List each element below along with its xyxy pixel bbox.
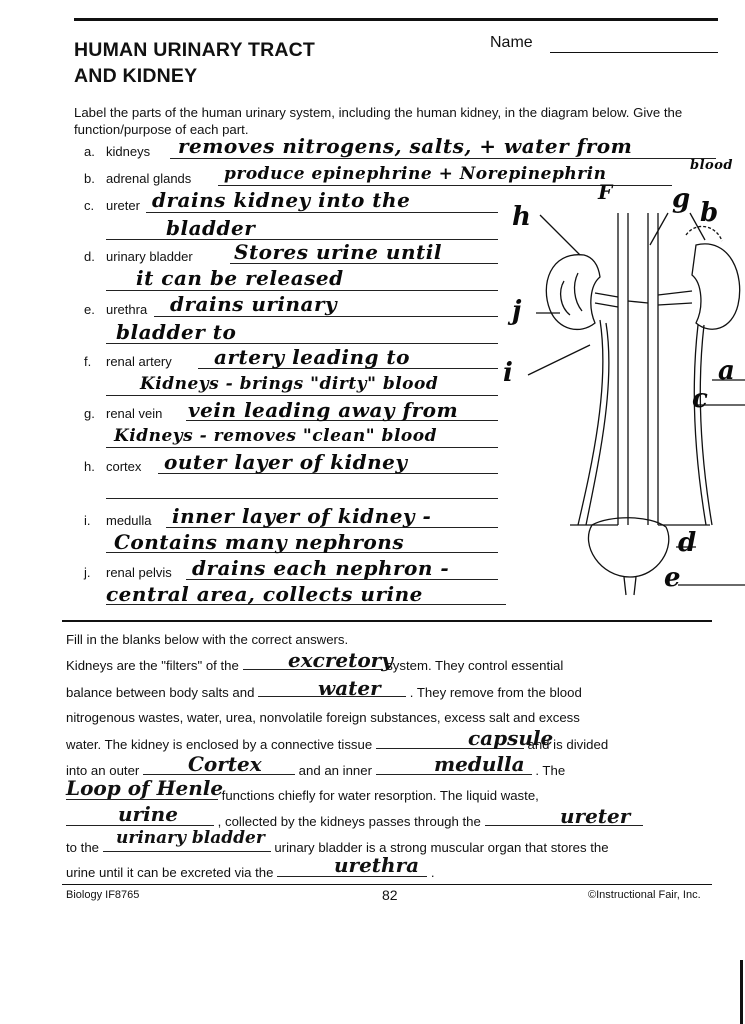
item-f: f. renal artery	[84, 354, 172, 369]
item-g-answer-1: vein leading away from	[188, 398, 459, 422]
section-divider	[62, 620, 712, 622]
item-e-answer-1: drains urinary	[170, 292, 338, 316]
item-h-answer-1: outer layer of kidney	[164, 450, 408, 474]
page-number: 82	[382, 887, 398, 903]
item-d-answer-2: it can be released	[136, 266, 344, 290]
item-j-answer-2: central area, collects urine	[106, 582, 423, 606]
diagram-label-d: d	[678, 528, 697, 558]
item-i-answer-1: inner layer of kidney -	[172, 504, 432, 528]
item-i-answer-2: Contains many nephrons	[114, 530, 405, 554]
answer-urine: urine	[118, 802, 178, 826]
diagram-label-a: a	[718, 356, 736, 386]
item-f-answer-1: artery leading to	[214, 345, 411, 369]
fill-heading: Fill in the blanks below with the correct answers.	[66, 632, 349, 647]
fill-line-3: nitrogenous wastes, water, urea, nonvolatile foreign substances, excess salt and excess	[66, 710, 580, 725]
item-a-overflow: blood	[690, 158, 733, 173]
item-j-answer-1: drains each nephron -	[192, 556, 450, 580]
answer-capsule: capsule	[468, 726, 554, 750]
page-title	[74, 37, 315, 89]
answer-urinary-bladder: urinary bladder	[116, 828, 265, 848]
item-d-answer-1: Stores urine until	[234, 240, 442, 264]
item-h-line-2[interactable]	[106, 498, 498, 499]
footer-rule	[62, 884, 712, 885]
diagram-label-b: b	[700, 198, 719, 228]
answer-water: water	[318, 676, 381, 700]
item-e-answer-2: bladder to	[116, 320, 237, 344]
item-c: c. ureter	[84, 198, 140, 213]
item-e: e. urethra	[84, 302, 148, 317]
item-i: i. medulla	[84, 513, 152, 528]
fill-line-1: Kidneys are the "filters" of the system. They control essential	[66, 658, 564, 673]
fill-line-8: to the urinary bladder is a strong muscular organ that stores the	[66, 840, 609, 855]
diagram-label-c: c	[692, 384, 709, 414]
item-c-answer-1: drains kidney into the	[152, 188, 411, 212]
fill-line-5: into an outer and an inner . The	[66, 763, 566, 778]
name-field[interactable]	[550, 52, 718, 53]
answer-cortex: Cortex	[188, 752, 262, 776]
answer-medulla: medulla	[434, 752, 525, 776]
name-label: Name	[490, 34, 533, 51]
instructions: Label the parts of the human urinary system, including the human kidney, in the diagram below. Give the function/purpose of each part.	[74, 105, 683, 137]
title-line-1: HUMAN URINARY TRACT	[74, 39, 316, 61]
diagram-label-j: j	[512, 296, 522, 326]
item-f-answer-2: Kidneys - brings "dirty" blood	[140, 374, 439, 394]
item-a-line[interactable]	[170, 158, 716, 159]
item-j: j. renal pelvis	[84, 565, 172, 580]
diagram-label-h: h	[512, 202, 532, 232]
diagram-label-f: F	[598, 180, 613, 204]
item-d-line-2[interactable]	[106, 290, 498, 291]
fill-line-4: water. The kidney is enclosed by a connective tissue and is divided	[66, 737, 609, 752]
item-c-line[interactable]	[146, 212, 498, 213]
item-a-answer: removes nitrogens, salts, + water from	[178, 134, 633, 158]
answer-excretory: excretory	[288, 648, 393, 672]
item-h: h. cortex	[84, 459, 142, 474]
footer-right: ©Instructional Fair, Inc.	[588, 889, 701, 901]
item-d: d. urinary bladder	[84, 249, 193, 264]
item-c-answer-2: bladder	[166, 216, 256, 240]
item-b: b. adrenal glands	[84, 171, 192, 186]
item-g: g. renal vein	[84, 406, 163, 421]
answer-loop-of-henle: Loop of Henle	[66, 776, 224, 800]
item-b-answer: produce epinephrine + Norepinephrin	[224, 164, 607, 184]
fill-line-2: balance between body salts and . They remove from the blood	[66, 685, 582, 700]
item-e-line[interactable]	[154, 316, 498, 317]
item-g-line-2[interactable]	[106, 447, 498, 448]
title-line-2: AND KIDNEY	[74, 65, 198, 87]
answer-ureter: ureter	[560, 804, 631, 828]
scan-edge	[740, 960, 743, 1024]
top-rule	[74, 18, 718, 21]
fill-line-9: urine until it can be excreted via the .	[66, 865, 435, 880]
fill-line-7: , collected by the kidneys passes through the	[66, 813, 643, 829]
item-g-answer-2: Kidneys - removes "clean" blood	[114, 426, 437, 446]
item-f-line-2[interactable]	[106, 395, 498, 396]
answer-urethra: urethra	[334, 853, 420, 877]
fill-line-6: functions chiefly for water resorption. The liquid waste,	[66, 787, 539, 803]
item-a: a. kidneys	[84, 144, 151, 159]
footer-left: Biology IF8765	[66, 889, 140, 901]
diagram-label-e: e	[664, 563, 682, 593]
diagram-label-i: i	[503, 358, 514, 388]
diagram-label-g: g	[672, 184, 691, 214]
